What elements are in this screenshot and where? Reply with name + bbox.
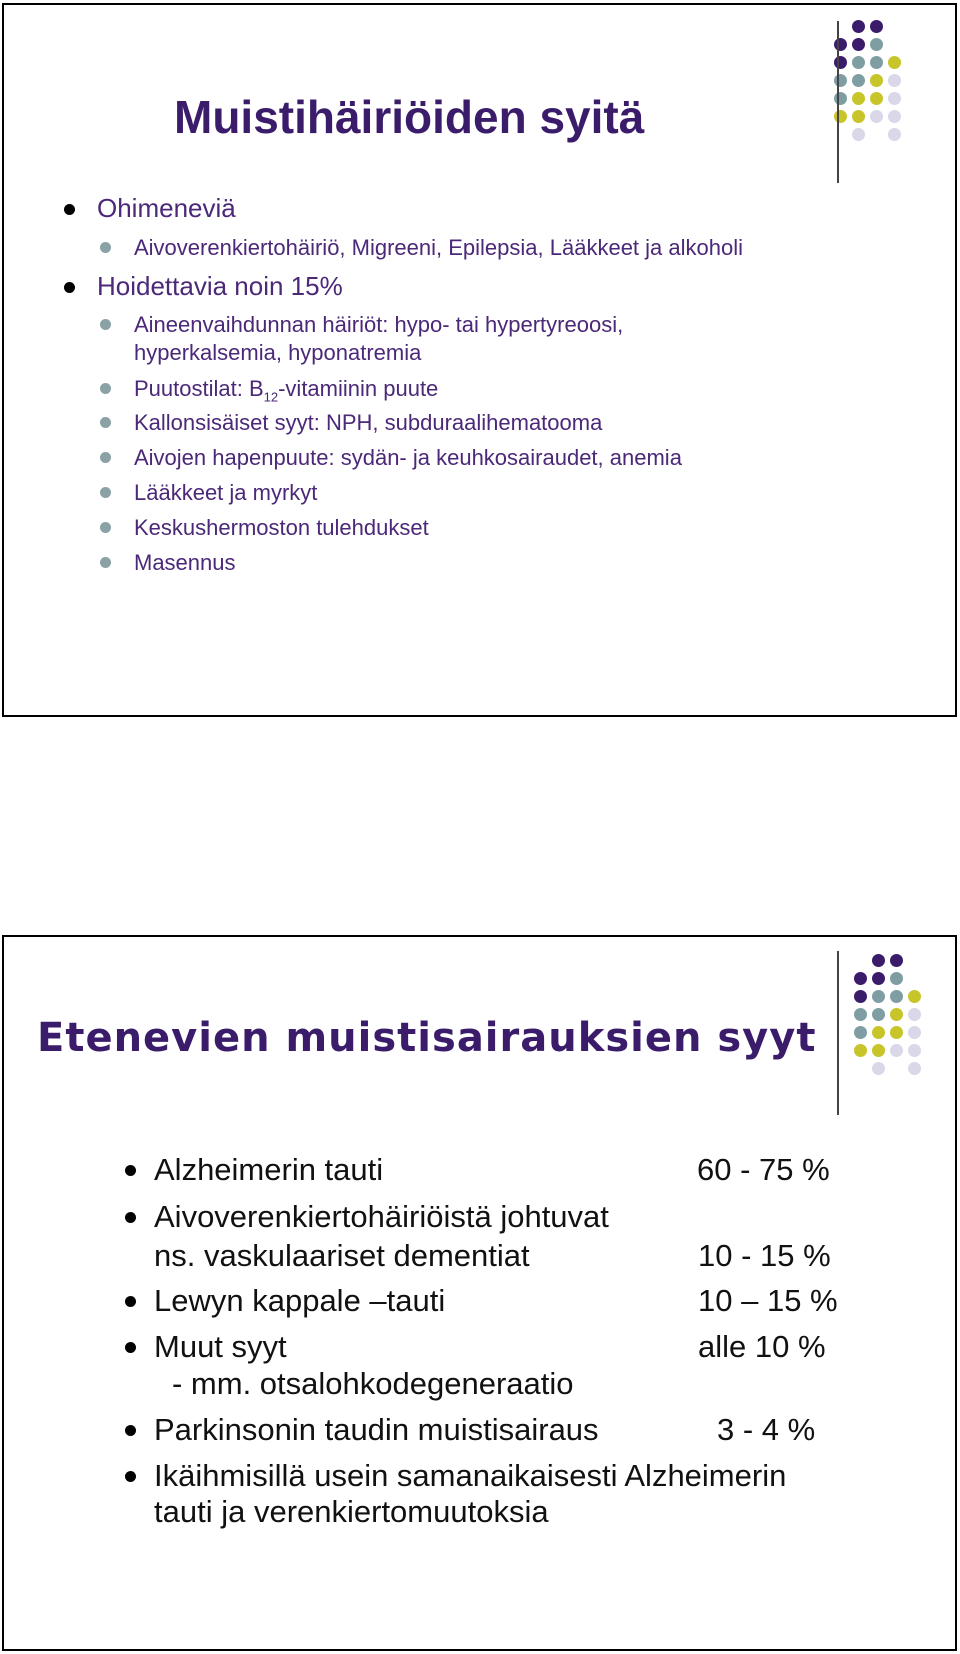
- sub-bullet-line: Aineenvaihdunnan häiriöt: hypo- tai hypertyreoosi,: [134, 312, 624, 337]
- sub-bullet: Aivoverenkiertohäiriö, Migreeni, Epilepsia, Lääkkeet ja alkoholi: [134, 235, 743, 260]
- decorative-dot: [890, 1044, 903, 1057]
- decorative-dot: [852, 56, 865, 69]
- sub-bullet-text: Puutostilat: B: [134, 376, 264, 401]
- row-value: alle 10 %: [698, 1329, 826, 1364]
- row-label: Alzheimerin tauti: [154, 1152, 384, 1187]
- row-label: tauti ja verenkiertomuutoksia: [154, 1494, 549, 1529]
- decorative-dot: [872, 1026, 885, 1039]
- decorative-divider: [837, 21, 839, 183]
- decorative-dot: [870, 38, 883, 51]
- row-label: Lewyn kappale –tauti: [154, 1283, 446, 1318]
- row-label: Ikäihmisillä usein samanaikaisesti Alzheimerin: [154, 1458, 787, 1493]
- sub-bullet: Masennus: [134, 550, 236, 575]
- decorative-dot: [872, 972, 885, 985]
- sub-bullet: [134, 311, 623, 367]
- decorative-dot: [888, 92, 901, 105]
- decorative-dot: [854, 990, 867, 1003]
- decorative-dot: [834, 38, 847, 51]
- subscript: 12: [263, 389, 279, 405]
- decorative-dot: [852, 128, 865, 141]
- decorative-dot: [890, 972, 903, 985]
- decorative-dot: [872, 1008, 885, 1021]
- decorative-dot: [908, 1008, 921, 1021]
- decorative-dot: [872, 1062, 885, 1075]
- decorative-dot: [908, 990, 921, 1003]
- decorative-dot: [908, 1026, 921, 1039]
- row-value: 3 - 4 %: [717, 1412, 816, 1447]
- sub-bullet-text: -vitamiinin puute: [278, 376, 439, 401]
- decorative-dot: [888, 74, 901, 87]
- decorative-dot: [834, 74, 847, 87]
- decorative-dot: [834, 110, 847, 123]
- decorative-dot: [888, 56, 901, 69]
- decorative-dot: [852, 38, 865, 51]
- decorative-dot: [834, 56, 847, 69]
- decorative-dot: [854, 1026, 867, 1039]
- decorative-dot: [872, 990, 885, 1003]
- decorative-dot: [890, 954, 903, 967]
- sub-bullet: Aivojen hapenpuute: sydän- ja keuhkosairaudet, anemia: [134, 445, 682, 470]
- sub-bullet: [134, 375, 438, 411]
- row-value: 60 - 75 %: [697, 1152, 830, 1187]
- sub-bullet: Kallonsisäiset syyt: NPH, subduraalihematooma: [134, 410, 603, 435]
- decorative-dot: [834, 92, 847, 105]
- sub-bullet: Lääkkeet ja myrkyt: [134, 480, 318, 505]
- decorative-dot: [870, 92, 883, 105]
- decorative-dot: [852, 74, 865, 87]
- decorative-dot: [854, 1008, 867, 1021]
- decorative-dot: [872, 954, 885, 967]
- decorative-dot: [852, 92, 865, 105]
- decorative-dot: [888, 110, 901, 123]
- decorative-dot: [852, 20, 865, 33]
- decorative-dot: [870, 110, 883, 123]
- sub-bullet-line: hyperkalsemia, hyponatremia: [134, 340, 422, 365]
- row-label: Muut syyt: [154, 1329, 287, 1364]
- decorative-dot: [854, 972, 867, 985]
- decorative-dot: [872, 1044, 885, 1057]
- decorative-dot: [870, 20, 883, 33]
- row-label: ns. vaskulaariset dementiat: [154, 1238, 530, 1273]
- bullet-hoidettavia: Hoidettavia noin 15%: [97, 271, 343, 301]
- decorative-dot: [890, 1026, 903, 1039]
- row-value: 10 – 15 %: [698, 1283, 838, 1318]
- decorative-dot: [870, 74, 883, 87]
- decorative-dot: [854, 1044, 867, 1057]
- sub-bullet: Keskushermoston tulehdukset: [134, 515, 429, 540]
- decorative-dot: [908, 1044, 921, 1057]
- row-label: Aivoverenkiertohäiriöistä johtuvat: [154, 1199, 609, 1234]
- decorative-dot: [870, 56, 883, 69]
- slide-2: [2, 935, 957, 1651]
- bullet-ohimenevia: Ohimeneviä: [97, 193, 236, 223]
- row-label: Parkinsonin taudin muistisairaus: [154, 1412, 599, 1447]
- decorative-dot: [890, 1008, 903, 1021]
- row-label: - mm. otsalohkodegeneraatio: [172, 1366, 574, 1401]
- decorative-divider: [837, 951, 839, 1115]
- slide-1: [2, 3, 957, 717]
- row-value: 10 - 15 %: [698, 1238, 831, 1273]
- decorative-dot: [890, 990, 903, 1003]
- decorative-dot: [852, 110, 865, 123]
- slide-1-title: Muistihäiriöiden syitä: [174, 91, 645, 143]
- decorative-dot: [888, 128, 901, 141]
- slide-2-title: Etenevien muistisairauksien syyt: [37, 1015, 817, 1061]
- decorative-dot: [908, 1062, 921, 1075]
